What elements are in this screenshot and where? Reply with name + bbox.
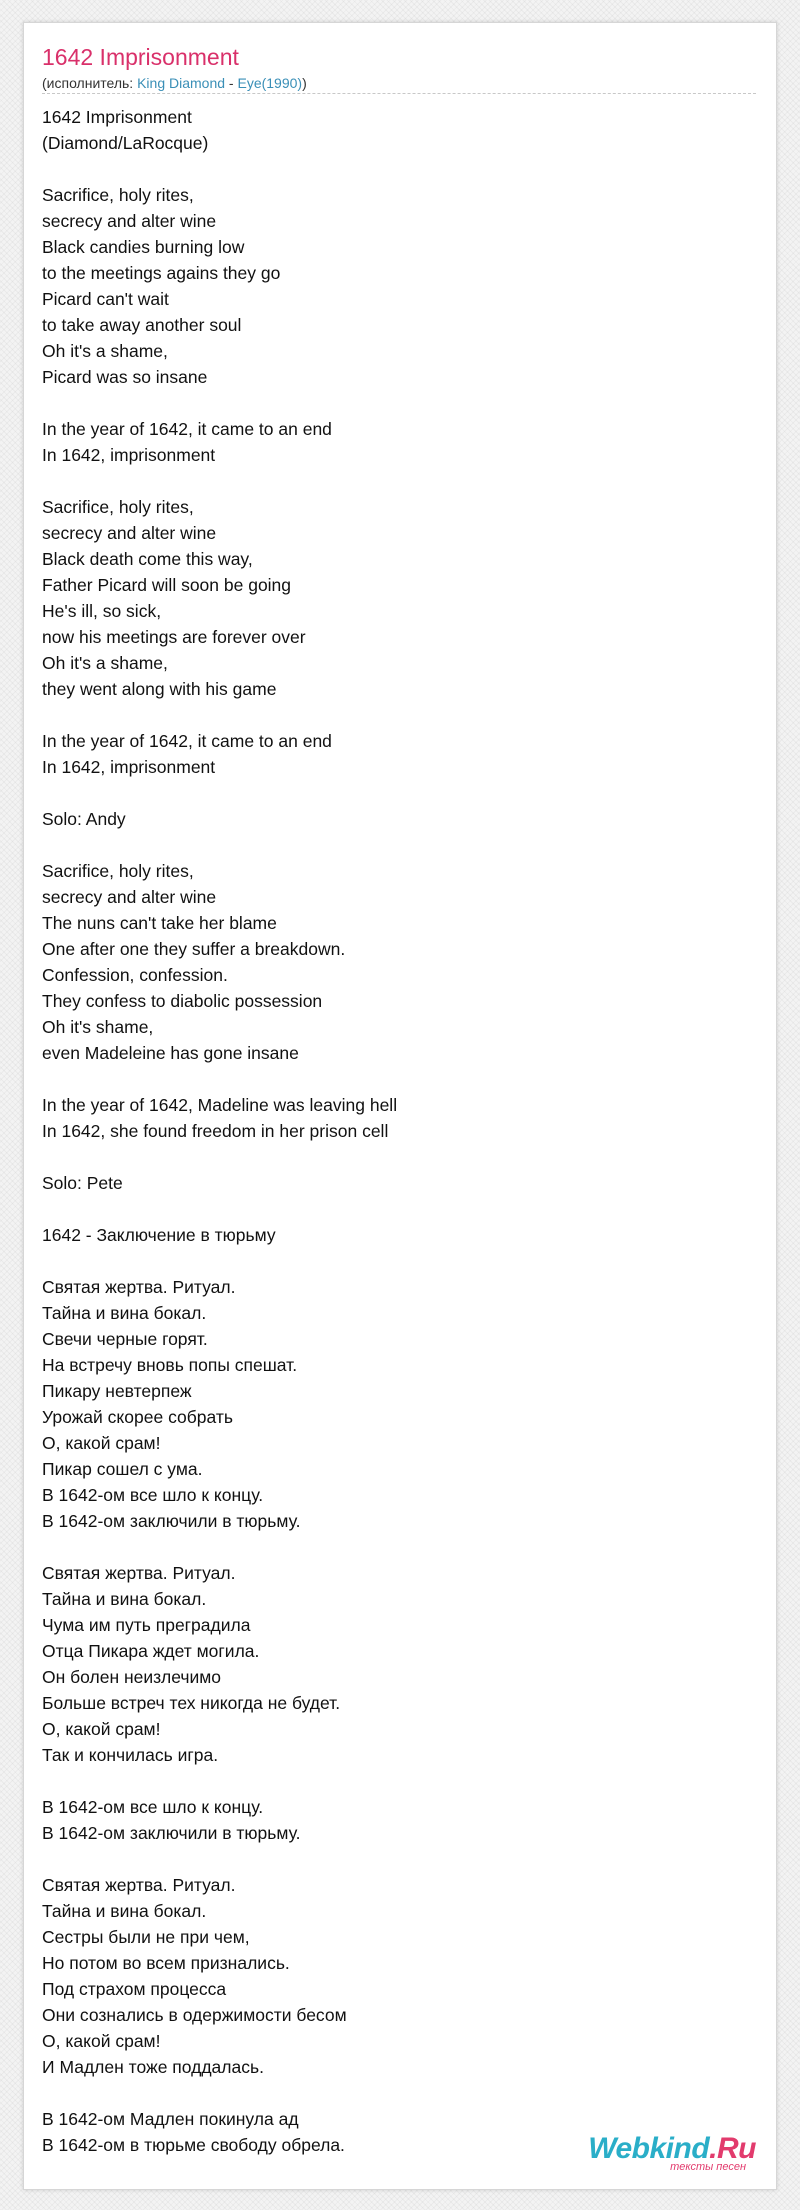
lyric-line: Sacrifice, holy rites, [42,185,194,205]
lyric-line: Oh it's a shame, [42,341,168,361]
lyric-line: (Diamond/LaRocque) [42,133,209,153]
lyric-line: О, какой срам! [42,1719,161,1739]
performer-prefix: (исполнитель: [42,75,138,91]
lyric-line: even Madeleine has gone insane [42,1043,299,1063]
lyric-blank-line [42,1196,397,1222]
lyric-line: О, какой срам! [42,1433,161,1453]
lyric-blank-line [42,390,397,416]
lyric-line: В 1642-ом все шло к концу. [42,1797,264,1817]
lyric-line: Тайна и вина бокал. [42,1901,207,1921]
lyric-line: In 1642, imprisonment [42,445,216,465]
logo-wordmark: Webkind [588,2132,710,2165]
lyric-line: 1642 - Заключение в тюрьму [42,1225,276,1245]
logo-tagline: тексты песен [670,2161,746,2173]
lyric-blank-line [42,702,397,728]
lyric-line: In 1642, she found freedom in her prison cell [42,1121,389,1141]
album-link[interactable]: Eye(1990) [237,75,303,91]
lyric-line: В 1642-ом заключили в тюрьму. [42,1511,301,1531]
lyric-line: 1642 Imprisonment [42,107,192,127]
lyric-line: Picard was so insane [42,367,208,387]
lyric-line: В 1642-ом Мадлен покинула ад [42,2109,299,2129]
lyric-line: Solo: Pete [42,1173,123,1193]
lyric-line: Больше встреч тех никогда не будет. [42,1693,341,1713]
lyric-blank-line [42,156,397,182]
lyric-blank-line [42,2080,397,2106]
lyric-blank-line [42,1768,397,1794]
performer-suffix: ) [302,75,307,91]
performer-separator: - [225,75,238,91]
logo-domain: .Ru [709,2132,756,2165]
lyric-line: Пикар сошел с ума. [42,1459,203,1479]
lyric-line: Так и кончилась игра. [42,1745,219,1765]
lyric-line: Святая жертва. Ритуал. [42,1875,236,1895]
lyric-line: В 1642-ом заключили в тюрьму. [42,1823,301,1843]
lyric-blank-line [42,1248,397,1274]
site-logo[interactable] [588,2133,756,2173]
performer-line [42,74,307,92]
lyric-line: Black candies burning low [42,237,245,257]
lyric-blank-line [42,780,397,806]
lyric-line: Solo: Andy [42,809,126,829]
lyric-line: secrecy and alter wine [42,211,217,231]
lyric-line: Oh it's a shame, [42,653,168,673]
lyric-line: now his meetings are forever over [42,627,306,647]
lyric-line: Чума им путь преградила [42,1615,251,1635]
lyric-line: In the year of 1642, it came to an end [42,419,332,439]
lyric-line: Он болен неизлечимо [42,1667,221,1687]
lyric-line: Father Picard will soon be going [42,575,292,595]
lyric-line: they went along with his game [42,679,277,699]
song-title: 1642 Imprisonment [42,44,239,70]
lyric-line: Они сознались в одержимости бесом [42,2005,347,2025]
lyric-blank-line [42,1066,397,1092]
lyric-line: Black death come this way, [42,549,253,569]
lyric-line: Но потом во всем признались. [42,1953,290,1973]
lyric-line: Picard can't wait [42,289,169,309]
lyric-line: to take away another soul [42,315,242,335]
lyric-line: Отца Пикара ждет могила. [42,1641,260,1661]
lyric-line: На встречу вновь попы спешат. [42,1355,298,1375]
lyric-line: И Мадлен тоже поддалась. [42,2057,264,2077]
lyric-line: Святая жертва. Ритуал. [42,1563,236,1583]
lyric-line: Святая жертва. Ритуал. [42,1277,236,1297]
lyric-line: Пикару невтерпеж [42,1381,192,1401]
lyric-line: В 1642-ом все шло к концу. [42,1485,264,1505]
lyric-line: Урожай скорее собрать [42,1407,233,1427]
lyric-line: Тайна и вина бокал. [42,1303,207,1323]
artist-link[interactable]: King Diamond [137,75,226,91]
lyric-line: secrecy and alter wine [42,887,217,907]
lyric-line: In the year of 1642, it came to an end [42,731,332,751]
lyric-blank-line [42,468,397,494]
lyric-line: secrecy and alter wine [42,523,217,543]
lyric-line: One after one they suffer a breakdown. [42,939,346,959]
lyric-line: They confess to diabolic possession [42,991,323,1011]
lyric-line: Oh it's shame, [42,1017,154,1037]
lyric-line: Тайна и вина бокал. [42,1589,207,1609]
lyric-line: О, какой срам! [42,2031,161,2051]
lyric-line: Confession, confession. [42,965,228,985]
title-divider [42,93,756,94]
lyric-line: В 1642-ом в тюрьме свободу обрела. [42,2135,345,2155]
lyrics-card [23,22,777,2190]
lyric-line: Сестры были не при чем, [42,1927,250,1947]
lyric-line: He's ill, so sick, [42,601,162,621]
lyric-line: Под страхом процесса [42,1979,227,1999]
lyric-blank-line [42,1534,397,1560]
lyric-line: In 1642, imprisonment [42,757,216,777]
lyric-line: Sacrifice, holy rites, [42,861,194,881]
lyrics-text [42,104,397,2158]
lyric-line: Sacrifice, holy rites, [42,497,194,517]
lyric-line: In the year of 1642, Madeline was leaving hell [42,1095,398,1115]
lyric-line: Свечи черные горят. [42,1329,208,1349]
lyric-blank-line [42,1144,397,1170]
lyric-line: to the meetings agains they go [42,263,281,283]
lyric-blank-line [42,1846,397,1872]
lyric-line: The nuns can't take her blame [42,913,277,933]
lyric-blank-line [42,832,397,858]
